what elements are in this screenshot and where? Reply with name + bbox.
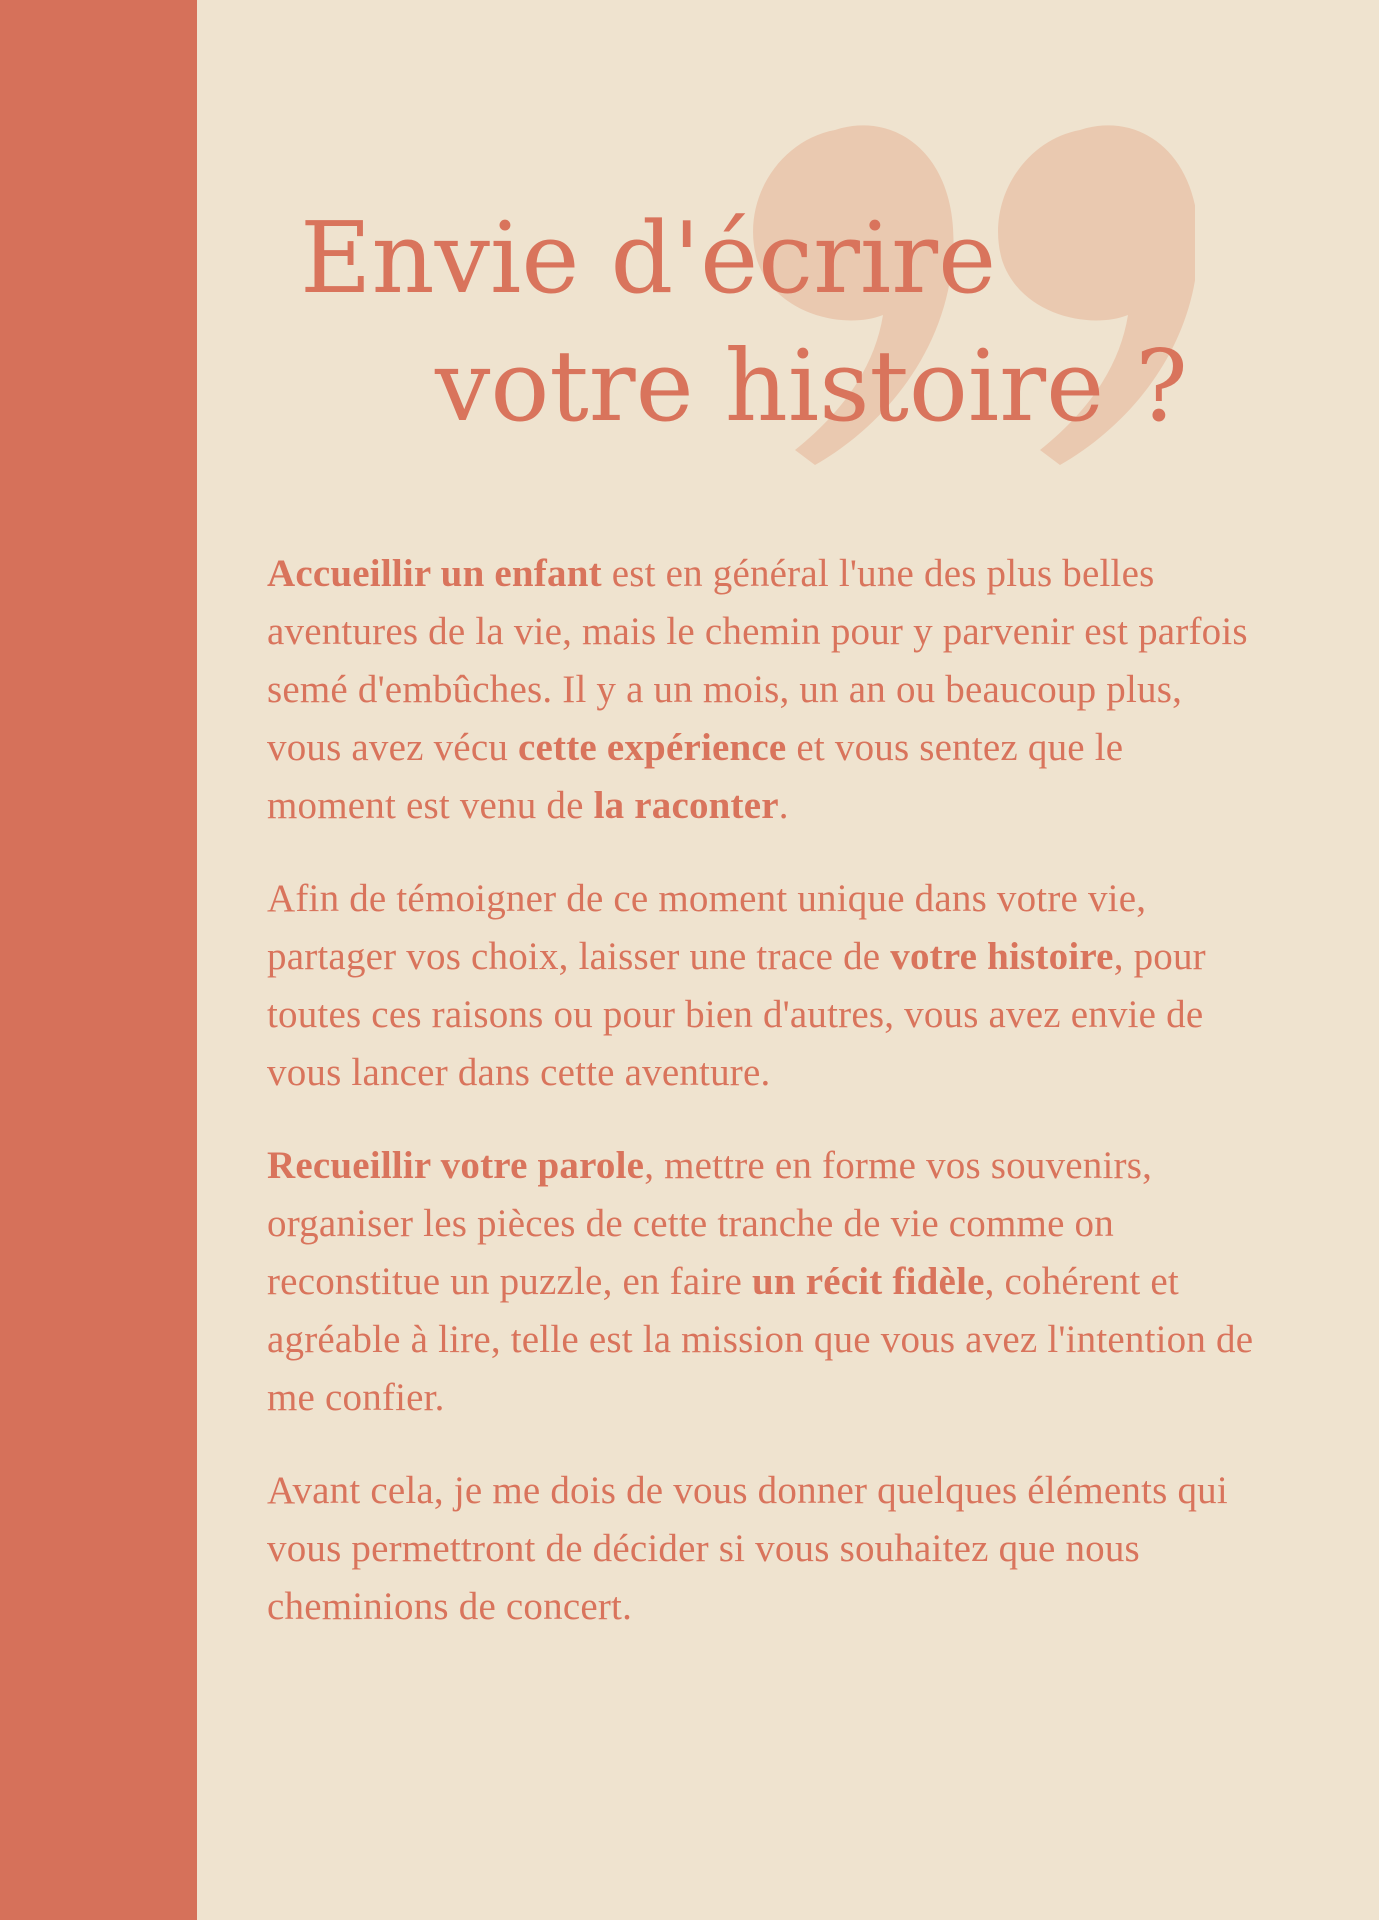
heading-line-1: Envie d'écrire bbox=[300, 202, 997, 316]
text-segment: et vous sentez que le moment est venu de bbox=[267, 726, 1124, 827]
text-segment: , mettre en forme vos souvenirs, organiser les pièces de cette tranche de vie comme on reconstitue un puzzle, en faire bbox=[267, 1144, 1153, 1303]
text-segment: , pour toutes ces raisons ou pour bien d'autres, vous avez envie de vous lancer dans cette aventure. bbox=[267, 935, 1206, 1094]
text-segment: la raconter bbox=[593, 784, 779, 827]
paragraph-4 bbox=[267, 1462, 1257, 1636]
text-segment: Afin de témoigner de ce moment unique dans votre vie, partager vos choix, laisser une trace de bbox=[267, 877, 1147, 978]
heading-line-2: votre histoire ? bbox=[435, 330, 1188, 444]
text-segment: un récit fidèle bbox=[752, 1260, 985, 1303]
body-text bbox=[267, 545, 1257, 1671]
page-heading bbox=[300, 195, 1188, 451]
paragraph-3 bbox=[267, 1137, 1257, 1427]
text-segment: cette expérience bbox=[517, 726, 787, 769]
text-segment: Accueillir un enfant bbox=[267, 552, 602, 595]
text-segment: Recueillir votre parole bbox=[267, 1144, 645, 1187]
text-segment: Avant cela, je me dois de vous donner quelques éléments qui vous permettront de décider si vous souhaitez que nous cheminions de concert. bbox=[267, 1469, 1228, 1628]
side-color-band bbox=[0, 0, 197, 1920]
paragraph-1 bbox=[267, 545, 1257, 835]
text-segment: votre histoire bbox=[890, 935, 1114, 978]
paragraph-2 bbox=[267, 870, 1257, 1102]
text-segment: , cohérent et agréable à lire, telle est la mission que vous avez l'intention de me confier. bbox=[267, 1260, 1254, 1419]
text-segment: est en général l'une des plus belles aventures de la vie, mais le chemin pour y parvenir est parfois semé d'embûches. Il y a un mois, un an ou beaucoup plus, vous avez vécu bbox=[267, 552, 1248, 769]
text-segment: . bbox=[778, 784, 789, 827]
